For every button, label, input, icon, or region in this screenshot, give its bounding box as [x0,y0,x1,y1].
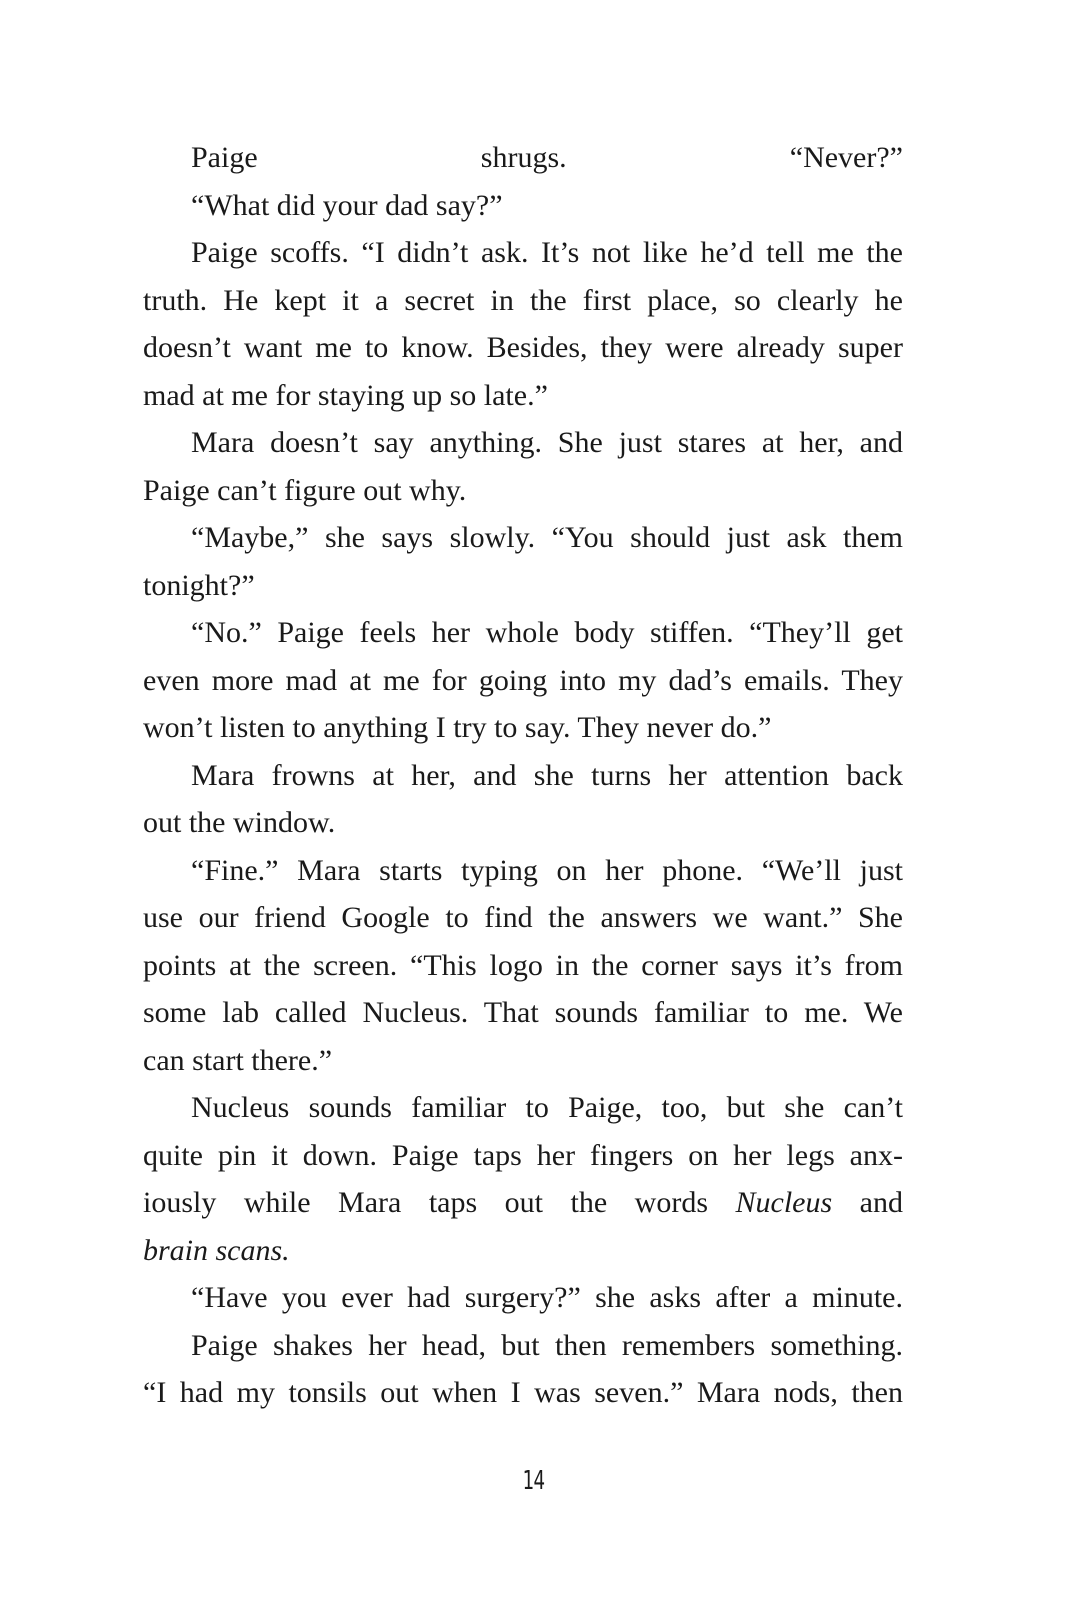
text-line [143,609,903,657]
text-run: Mara doesn’t say anything. She just stares at her, and [191,426,903,459]
text-run: Paige can’t figure out why. [143,473,467,507]
text-run: Paige scoffs. “I didn’t ask. It’s not like he’d tell me the [191,236,903,269]
text-line [143,989,903,1037]
text-line [143,894,903,942]
text-run: even more mad at me for going into my dad’s emails. They [143,663,903,697]
text-line [143,372,903,420]
text-line [143,324,903,372]
italic-run: Nucleus [735,1186,833,1219]
text-run: Paige shakes her head, but then remembers something. [191,1328,903,1362]
text-line [143,182,903,230]
text-line [143,1227,903,1275]
text-run: can start there.” [143,1043,333,1077]
text-line [143,847,903,895]
text-run: out the window. [143,806,336,839]
text-line [143,1179,903,1227]
text-run: truth. He kept it a secret in the first place, so clearly he [143,283,903,317]
page-body [143,134,903,1417]
text-run: “Maybe,” she says slowly. “You should just ask them [191,521,903,554]
text-line [143,799,903,847]
page-number: 14 [522,1466,545,1496]
text-line [143,942,903,990]
text-run: “Have you ever had surgery?” she asks after a minute. [191,1281,903,1314]
text-line [143,1369,903,1417]
text-line [143,1274,903,1322]
italic-run: brain scans. [143,1233,290,1267]
text-run: “Fine.” Mara starts typing on her phone. “We’ll just [191,853,903,887]
text-run: and [832,1186,903,1219]
text-line [143,1132,903,1180]
text-run: won’t listen to anything I try to say. They never do.” [143,711,772,744]
text-line [143,277,903,325]
text-run: tonight?” [143,568,255,602]
text-line [143,1037,903,1085]
text-line [143,134,903,182]
text-line [143,419,903,467]
text-line [143,704,903,752]
text-run: “What did your dad say?” [191,188,503,222]
text-run: “I had my tonsils out when I was seven.” Mara nods, then [143,1376,903,1409]
text-run: iously while Mara taps out the words [143,1186,736,1219]
text-line [143,1084,903,1132]
text-run: Nucleus sounds familiar to Paige, too, but she can’t [191,1091,903,1124]
text-line [143,229,903,277]
text-run: Mara frowns at her, and she turns her attention back [191,758,903,792]
text-run: points at the screen. “This logo in the corner says it’s from [143,948,903,982]
text-run: Paige shrugs. “Never?” [191,141,903,174]
text-line [143,467,903,515]
text-run: “No.” Paige feels her whole body stiffen. “They’ll get [191,616,903,649]
text-run: mad at me for staying up so late.” [143,378,548,412]
text-line [143,562,903,610]
text-line [143,514,903,562]
text-run: use our friend Google to find the answers we want.” She [143,901,903,934]
text-line [143,657,903,705]
text-line [143,1322,903,1370]
text-run: doesn’t want me to know. Besides, they were already super [143,331,903,364]
text-run: quite pin it down. Paige taps her fingers on her legs anx- [143,1138,903,1172]
text-line [143,752,903,800]
text-run: some lab called Nucleus. That sounds familiar to me. We [143,996,903,1029]
